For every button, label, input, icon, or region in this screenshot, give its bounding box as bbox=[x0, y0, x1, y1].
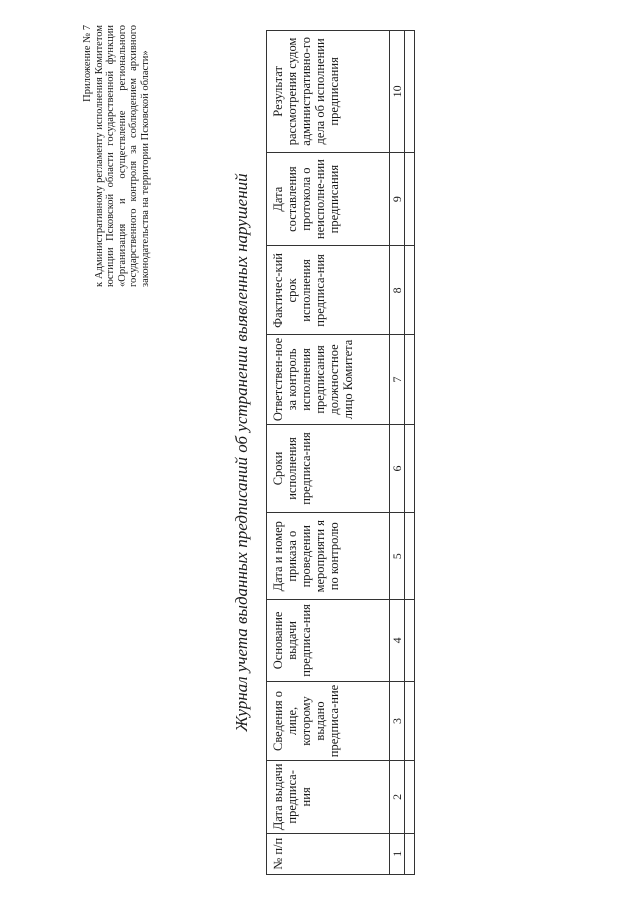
column-number-cell: 10 bbox=[390, 31, 405, 153]
appendix-text: к Административному регламенту исполнения Комитетом юстиции Псковской области государственной функции «Организация и осуществление регионального государственного контроля за соблюдением архивного законодательства на территории Псковской области» bbox=[93, 25, 151, 287]
journal-table bbox=[266, 30, 415, 875]
empty-cell bbox=[405, 681, 415, 760]
journal-title: Журнал учета выданных предписаний об устранении выявленных нарушений bbox=[232, 173, 251, 732]
header-cell-order: Дата и номер приказа о проведении мероприяти я по контролю bbox=[267, 513, 390, 600]
empty-cell bbox=[405, 761, 415, 833]
empty-cell bbox=[405, 424, 415, 513]
column-number-row bbox=[390, 31, 405, 875]
empty-cell bbox=[405, 833, 415, 874]
appendix-number: Приложение № 7 bbox=[82, 25, 93, 102]
header-cell-court-result: Результат рассмотрения судом административно-го дела об исполнении предписания bbox=[267, 31, 390, 153]
empty-cell bbox=[405, 513, 415, 600]
header-cell-issue-date: Дата выдачи предписа-ния bbox=[267, 761, 390, 833]
empty-cell bbox=[405, 599, 415, 681]
column-number-cell: 2 bbox=[390, 761, 405, 833]
header-row bbox=[267, 31, 390, 875]
column-number-cell: 4 bbox=[390, 599, 405, 681]
empty-cell bbox=[405, 246, 415, 335]
header-cell-number: № п/п bbox=[267, 833, 390, 874]
header-cell-protocol-date: Дата составления протокола о неисполне-нии предписания bbox=[267, 152, 390, 246]
column-number-cell: 7 bbox=[390, 335, 405, 424]
column-number-cell: 5 bbox=[390, 513, 405, 600]
header-cell-recipient: Сведения о лице, которому выдано предписа-ние bbox=[267, 681, 390, 760]
header-cell-actual-date: Фактичес-кий срок исполнения предписа-ния bbox=[267, 246, 390, 335]
column-number-cell: 9 bbox=[390, 152, 405, 246]
column-number-cell: 1 bbox=[390, 833, 405, 874]
empty-cell bbox=[405, 335, 415, 424]
header-cell-responsible: Ответствен-ное за контроль исполнения предписания должностное лицо Комитета bbox=[267, 335, 390, 424]
header-cell-basis: Основание выдачи предписа-ния bbox=[267, 599, 390, 681]
empty-table-row bbox=[405, 31, 415, 875]
column-number-cell: 8 bbox=[390, 246, 405, 335]
empty-cell bbox=[405, 31, 415, 153]
appendix-note bbox=[82, 25, 152, 287]
empty-cell bbox=[405, 152, 415, 246]
column-number-cell: 6 bbox=[390, 424, 405, 513]
column-number-cell: 3 bbox=[390, 681, 405, 760]
header-cell-deadline: Сроки исполнения предписа-ния bbox=[267, 424, 390, 513]
